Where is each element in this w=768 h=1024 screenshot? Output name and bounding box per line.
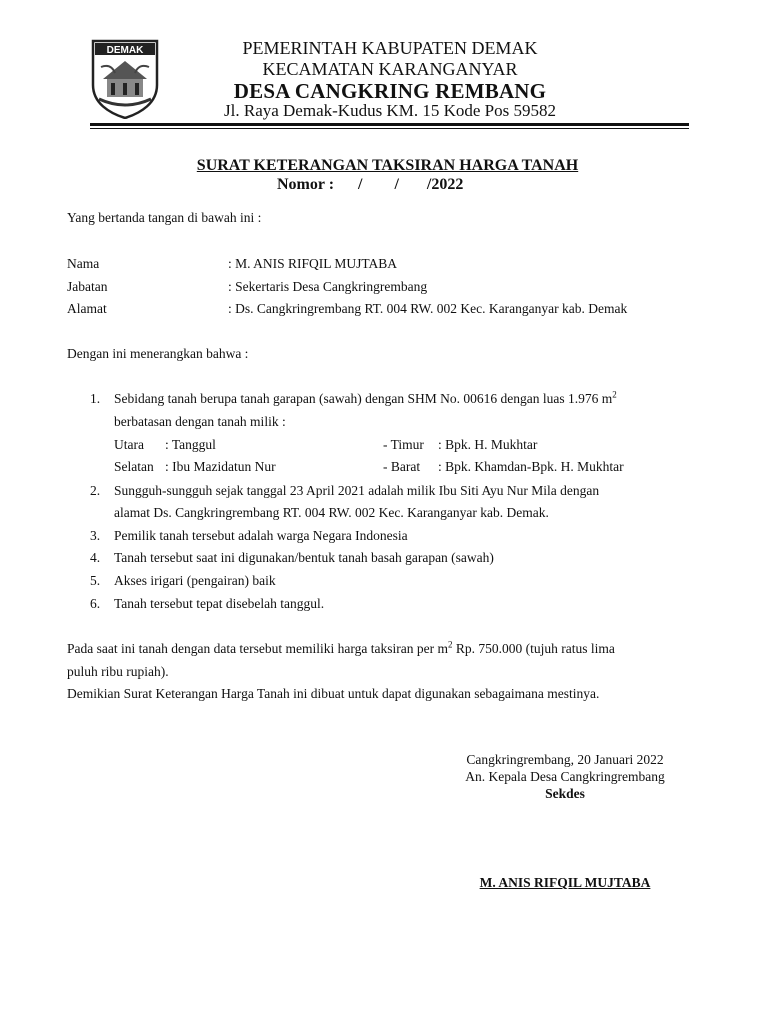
letterhead-district: KECAMATAN KARANGANYAR [262,59,518,79]
list-item-number: 6. [90,596,101,611]
border-direction: - Timur [383,437,424,452]
header-rule-thick [90,123,689,126]
list-item-text: Pemilik tanah tersebut adalah warga Negara Indonesia [114,528,408,543]
closing-text: puluh ribu rupiah). [67,664,169,679]
document-title: SURAT KETERANGAN TAKSIRAN HARGA TANAH [196,157,579,174]
list-item-number: 1. [90,391,101,406]
letterhead-address: Jl. Raya Demak-Kudus KM. 15 Kode Pos 59582 [224,101,556,120]
svg-text:DEMAK: DEMAK [106,45,144,56]
letterhead-village: DESA CANGKRING REMBANG [233,79,547,103]
border-owner: : Tanggul [165,437,216,452]
field-value-jabatan: : Sekertaris Desa Cangkringrembang [228,279,428,294]
border-direction: Selatan [114,459,154,474]
demak-regency-logo [91,39,159,119]
document-number: Nomor : / / /2022 [277,176,464,193]
list-item-number: 2. [90,483,101,498]
closing-text: Pada saat ini tanah dengan data tersebut memiliki harga taksiran per $m^2$ Rp. 750.000 (tujuh ratus lima [67,639,615,656]
signature-role: Sekdes [545,786,585,801]
field-label-jabatan: Jabatan [67,279,108,294]
signature-on-behalf: An. Kepala Desa Cangkringrembang [465,769,665,784]
list-item-text: alamat Ds. Cangkringrembang RT. 004 RW. 002 Kec. Karanganyar kab. Demak. [114,505,549,520]
declaration-text: Dengan ini menerangkan bahwa : [67,346,249,361]
list-item-text: Tanah tersebut saat ini digunakan/bentuk tanah basah garapan (sawah) [114,550,494,565]
list-item-number: 3. [90,528,101,543]
list-item-number: 5. [90,573,101,588]
letterhead-regency: PEMERINTAH KABUPATEN DEMAK [242,38,538,58]
closing-text: Demikian Surat Keterangan Harga Tanah ini dibuat untuk dapat digunakan sebagaimana mestinya. [67,686,600,701]
border-owner: : Ibu Mazidatun Nur [165,459,276,474]
list-item-text: Akses irigari (pengairan) baik [114,573,276,588]
border-owner: : Bpk. H. Mukhtar [438,437,538,452]
border-direction: - Barat [383,459,421,474]
list-item-text: Sungguh-sungguh sejak tanggal 23 April 2021 adalah milik Ibu Siti Ayu Nur Mila dengan [114,483,600,498]
border-direction: Utara [114,437,144,452]
list-item-text: berbatasan dengan tanah milik : [114,414,286,429]
header-rule-thin [90,128,689,129]
field-value-nama: : M. ANIS RIFQIL MUJTABA [228,256,398,271]
list-item-text: Tanah tersebut tepat disebelah tanggul. [114,596,325,611]
field-label-nama: Nama [67,256,100,271]
list-item-text: Sebidang tanah berupa tanah garapan (sawah) dengan SHM No. 00616 dengan luas 1.976 $m^2$ [114,389,617,406]
list-item-number: 4. [90,550,101,565]
field-label-alamat: Alamat [67,301,107,316]
border-owner: : Bpk. Khamdan-Bpk. H. Mukhtar [438,459,624,474]
signature-place-date: Cangkringrembang, 20 Januari 2022 [466,752,664,767]
field-value-alamat: : Ds. Cangkringrembang RT. 004 RW. 002 Kec. Karanganyar kab. Demak [228,301,628,316]
signature-name: M. ANIS RIFQIL MUJTABA [479,875,651,890]
intro-text: Yang bertanda tangan di bawah ini : [67,210,262,225]
